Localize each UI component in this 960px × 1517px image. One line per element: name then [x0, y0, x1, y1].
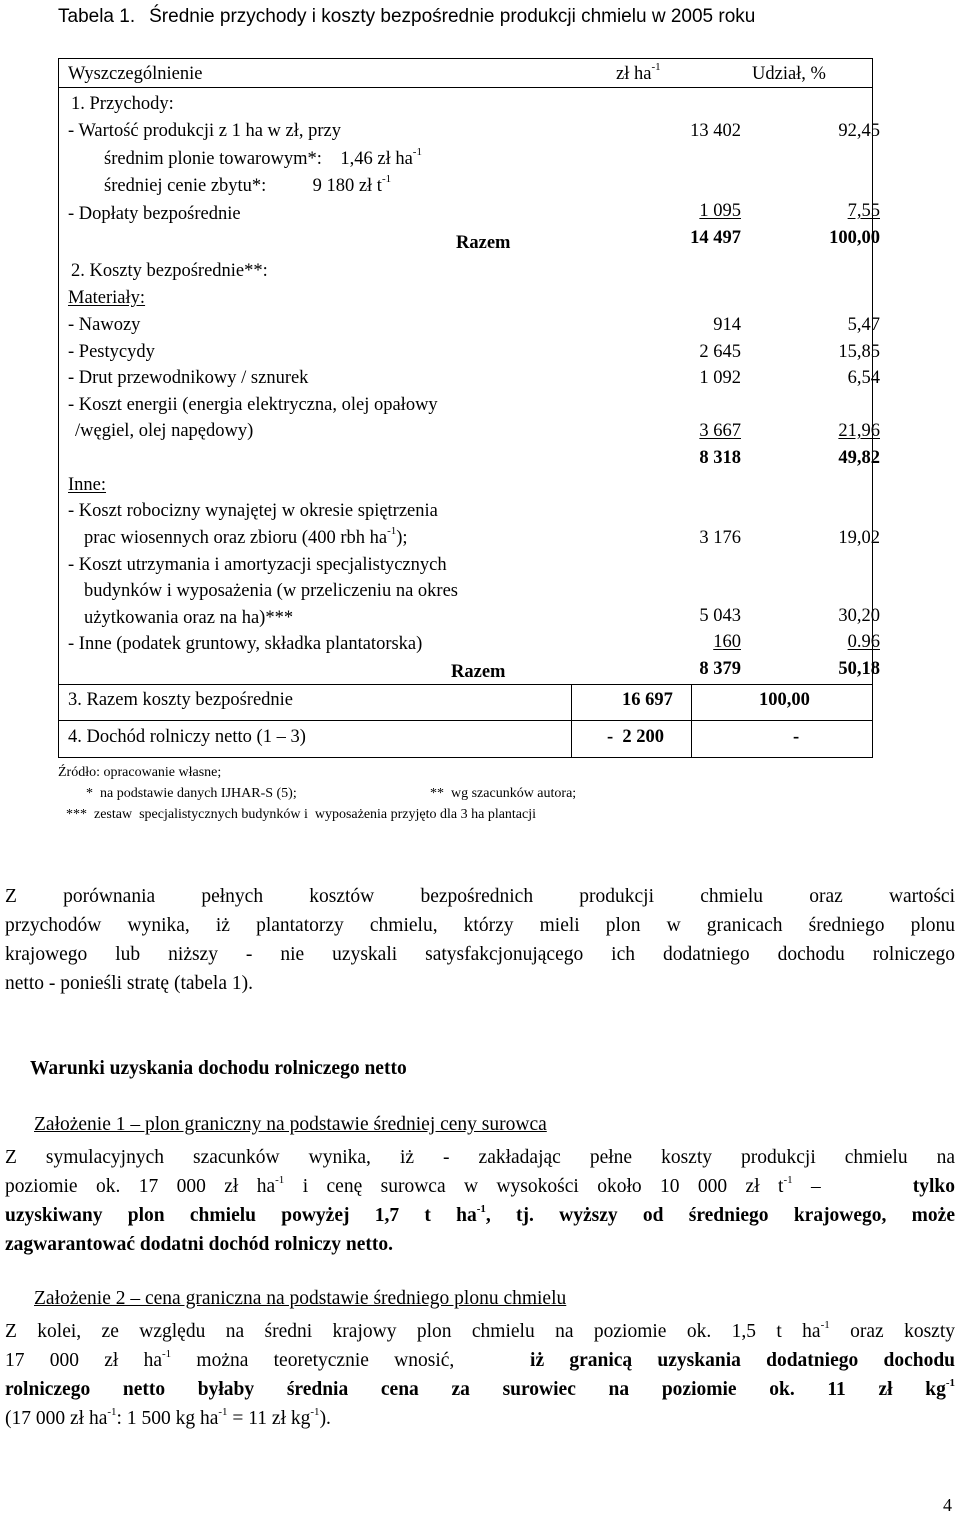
assumption1-text: Z symulacyjnych szacunków wynika, iż - zakładając pełne koszty produkcji chmielu na poziomie ok. 17 000 zł $ha^{-1}$ i cenę surowca w wysokości około 10 000 zł $t^{-1}$ – tylko uzyskiwany plon chmielu powyżej 1,7 t $ha^{-1}$, tj. wyższy od średniego krajowego, może zagwarantować dodatni dochód rolniczy netto. — [5, 1147, 956, 1255]
row-label: - Koszt utrzymania i amortyzacji specjalistycznych — [68, 555, 447, 575]
caption-title: Średnie przychody i koszty bezpośrednie produkcji chmielu w 2005 roku — [149, 6, 756, 27]
sum-label: Razem — [451, 662, 506, 682]
row-percent: 7,55 — [847, 201, 880, 221]
section-heading: Warunki uzyskania dochodu rolniczego netto — [30, 1058, 407, 1079]
col-divider — [691, 684, 692, 758]
total-costs-label: 3. Razem koszty bezpośrednie — [68, 690, 294, 710]
sum-percent: 50,18 — [838, 659, 880, 679]
source-note: *** zestaw specjalistycznych budynków i wyposażenia przyjęto dla 3 ha plantacji — [66, 807, 537, 822]
row-label: średniej cenie zbytu*: 9 180 zł $t^{-1}$ — [104, 172, 392, 196]
col-divider — [571, 684, 572, 758]
total-costs-percent: 100,00 — [759, 690, 810, 710]
row-value: 3 176 — [699, 528, 741, 548]
paragraph-comparison: Z porównania pełnych kosztów bezpośrednich produkcji chmielu oraz wartości przychodów wynika, iż plantatorzy chmielu, którzy mieli plon w granicach średniego plonu krajowego lub niższy - nie uzyskali satysfakcjonującego ich dodatniego dochodu rolniczego netto - ponieśli stratę (tabela 1). — [5, 886, 955, 994]
row-label: - Wartość produkcji z 1 ha w zł, przy — [68, 121, 342, 141]
subsection-materials: Materiały: — [68, 288, 146, 308]
header-col2: Udział, % — [752, 64, 826, 84]
header-col1: zł $ha^{-1}$ — [616, 60, 661, 84]
net-income-label: 4. Dochód rolniczy netto (1 – 3) — [68, 727, 306, 747]
source-note: * na podstawie danych IJHAR-S (5); — [86, 786, 297, 801]
row-percent: 5,47 — [847, 315, 880, 335]
row-label: budynków i wyposażenia (w przeliczeniu na okres — [84, 581, 458, 601]
row-percent: 15,85 — [838, 342, 880, 362]
caption-label: Tabela 1. — [58, 6, 136, 27]
sum-percent: 100,00 — [829, 228, 880, 248]
assumption2-text: Z kolei, ze względu na średni krajowy plon chmielu na poziomie ok. 1,5 t $ha^{-1}$ oraz koszty 17 000 zł $ha^{-1}$ można teoretycznie wnosić, iż granicą uzyskania dodatniego dochodu rolniczego netto byłaby średnia cena za surowiec na poziomie ok. 11 zł $kg^{-1}$ (17 000 zł $ha^{-1}$: 1 500 kg $ha^{-1} = 11$ zł $kg^{-1}$). — [5, 1318, 956, 1429]
row-label: - Dopłaty bezpośrednie — [68, 204, 241, 224]
sum-label: Razem — [456, 233, 511, 253]
section1-title: 1. Przychody: — [71, 94, 174, 114]
row-percent: 30,20 — [838, 606, 880, 626]
row-value: 914 — [713, 315, 741, 335]
row-percent: 6,54 — [847, 368, 880, 388]
row-percent: 92,45 — [838, 121, 880, 141]
row-label: /węgiel, olej napędowy) — [75, 421, 254, 441]
row-value: 5 043 — [699, 606, 741, 626]
row-label: - Nawozy — [68, 315, 141, 335]
source-note: Źródło: opracowanie własne; — [58, 765, 222, 780]
row-value: 13 402 — [690, 121, 741, 141]
header-col0: Wyszczególnienie — [68, 64, 203, 84]
row-label: - Pestycydy — [68, 342, 155, 362]
page-number: 4 — [943, 1495, 952, 1515]
sum-value: 8 318 — [699, 448, 741, 468]
row-label: - Inne (podatek gruntowy, składka plantatorska) — [68, 634, 423, 654]
row-percent: 0.96 — [847, 632, 880, 652]
net-income-percent: - — [793, 727, 800, 747]
sum-value: 8 379 — [699, 659, 741, 679]
net-income-value: - 2 200 — [607, 727, 665, 747]
cost-table — [58, 58, 880, 758]
assumption2-title: Założenie 2 – cena graniczna na podstawie średniego plonu chmielu — [34, 1288, 567, 1309]
source-note: ** wg szacunków autora; — [430, 786, 577, 801]
row-label: użytkowania oraz na ha)*** — [84, 608, 294, 628]
row-label: prac wiosennych oraz zbioru (400 rbh $ha^{-1}$); — [84, 524, 408, 548]
section2-title: 2. Koszty bezpośrednie**: — [71, 261, 268, 281]
row-label: - Koszt robocizny wynajętej w okresie spiętrzenia — [68, 501, 438, 521]
row-label: - Koszt energii (energia elektryczna, olej opałowy — [68, 395, 438, 415]
row-value: 3 667 — [699, 421, 741, 441]
row-percent: 19,02 — [838, 528, 880, 548]
sum-value: 14 497 — [690, 228, 741, 248]
row-divider — [59, 720, 872, 721]
table-caption — [58, 6, 755, 28]
subsection-other: Inne: — [68, 475, 107, 495]
total-costs-value: 16 697 — [622, 690, 673, 710]
header-divider — [59, 87, 872, 88]
row-label: - Drut przewodnikowy / sznurek — [68, 368, 309, 388]
row-divider — [59, 684, 872, 685]
row-value: 160 — [713, 632, 741, 652]
row-value: 2 645 — [699, 342, 741, 362]
sum-percent: 49,82 — [838, 448, 880, 468]
row-percent: 21,96 — [838, 421, 880, 441]
assumption1-title: Założenie 1 – plon graniczny na podstawie średniej ceny surowca — [34, 1114, 547, 1135]
row-value: 1 095 — [699, 201, 741, 221]
row-label: średnim plonie towarowym*: 1,46 zł $ha^{-1}$ — [104, 145, 422, 169]
row-value: 1 092 — [699, 368, 741, 388]
